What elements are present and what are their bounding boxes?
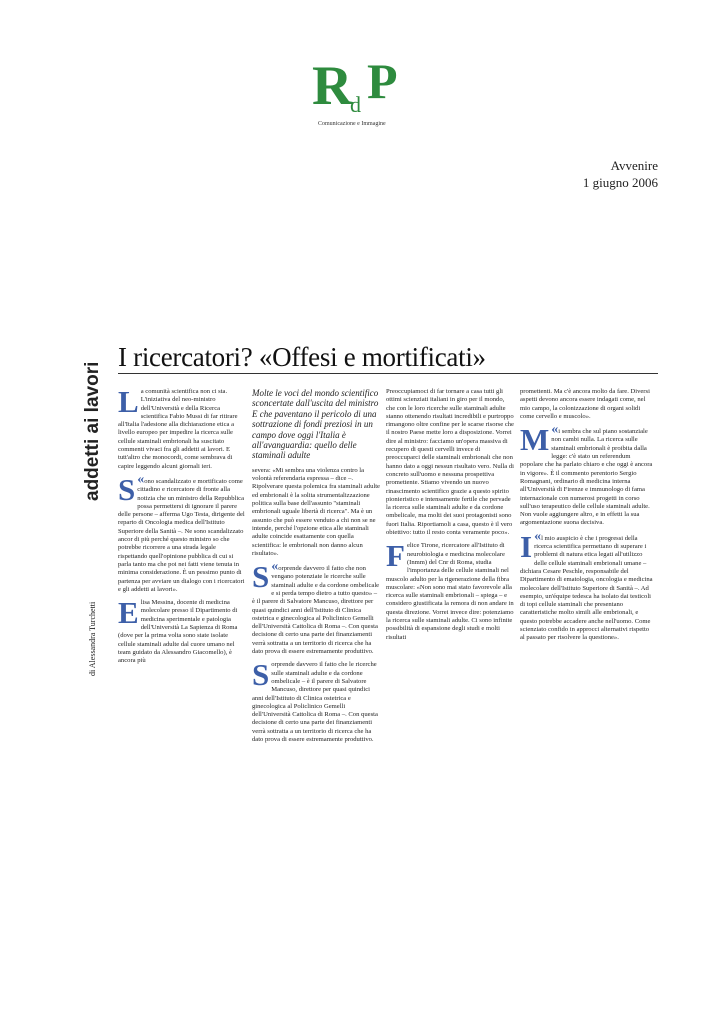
paragraph-text: promettenti. Ma c'è ancora molto da fare. Diversi aspetti devono ancora essere indagati come, nel mio campo, la colonizzazione di organi solidi come cervello e muscolo».	[520, 388, 650, 420]
byline	[84, 568, 100, 678]
paragraph	[252, 657, 380, 744]
drop-cap: F	[386, 538, 405, 574]
paragraph	[118, 471, 246, 594]
drop-cap: S	[252, 657, 270, 693]
paragraph	[252, 467, 380, 558]
quote-mark: «	[534, 528, 542, 544]
quote-mark: «	[551, 422, 559, 438]
paragraph	[118, 384, 246, 471]
column-2	[252, 388, 380, 749]
paragraph-text: Preoccupiamoci di far tornare a casa tutti gli ottimi scienziati italiani in giro per il mondo, che con le loro ricerche sulle staminali adulte stanno ottenendo risultati incredibili e purtroppo rimangono oltre confine per le scarse risorse che il nostro Paese mette loro a disposizione. Vorrei dire al ministro: facciamo un'opera massiva di recupero di questi cervelli invece di preoccuparci delle staminali embrionali che non hanno dato a oggi nessun risultato vero. Nulla di concreto sull'uomo e nessuna prospettiva promettente. Stiamo vivendo un nuovo rinascimento scientifico grazie a questo spirito pionieristico e intensamente fertile che pervade la ricerca sulle staminali adulte e da cordone ombelicale, ma molti dei suoi protagonisti sono fuori Italia. Riportiamoli a casa, questo è il vero obiettivo: tutto il resto conta veramente poco».	[386, 388, 515, 537]
byline-text: di Alessandra Turchetti	[88, 601, 97, 676]
article-subhead: Molte le voci del mondo scientifico sconcertate dall'uscita del ministro E che paventano il pericolo di una sottrazione di fondi preziosi in un campo dove oggi l'Italia è all'avanguardia: quello delle staminali adulte	[252, 388, 379, 461]
paragraph	[520, 528, 654, 643]
paragraph	[386, 538, 514, 642]
rubric-text: addetti ai lavori	[82, 361, 103, 501]
paragraph-text: orprende davvero il fatto che le ricerche sulle staminali adulte e da cordone ombelicale – è il parere di Salvatore Mancuso, direttore per quasi quindici anni dell'Istituto di Clinica ostetrica e ginecologica al Policlinico Gemelli dell'Università Cattolica di Roma –. Con questa decisione di certo una parte dei finanziamenti verrà sottratta a un territorio di ricerca che ha dato prova di essere estremamente produttivo.	[252, 661, 378, 744]
paragraph	[118, 595, 246, 665]
article-headline: I ricercatori? «Offesi e mortificati»	[118, 342, 486, 372]
paragraph-text: elice Tirone, ricercatore all'Istituto di neurobiologia e medicina molecolare (Inmm) del Cnr di Roma, studia l'importanza delle cellule staminali nel muscolo adulto per la rigenerazione della fibra muscolare: «Non sono mai stato favorevole alla ricerca sulle staminali embrionali – spiega – e considero giustificata la remora di non andare in questa direzione. Vorrei invece dire: potenziamo la ricerca sulle staminali adulte. Ci sono infinite possibilità di espansione degli studi e molti risultati	[386, 542, 514, 641]
column-1	[118, 384, 246, 671]
paragraph-text: severa: «Mi sembra una violenza contro la volontà referendaria espressa – dice –. Ripolverare questa polemica fra staminali adulte ed embrionali è la solita strumentalizzazione politica sulla base dell'assunto "staminali embrionali uguale libertà di ricerca". Ma è un assunto che può essere venduto a chi non se ne intende, perché l'opzione etica alle staminali adulte coincide esattamente con quella scientifica: le embrionali non danno alcun risultato».	[252, 466, 380, 557]
paragraph-text: lisa Messina, docente di medicina molecolare presso il Dipartimento di medicina sperimentale e patologia dell'Università La Sapienza di Roma (dove per la prima volta sono state isolate cellule staminali adulte dal cuore umano nel team guidato da Alessandro Giacomello), è ancora più	[118, 599, 238, 665]
drop-cap: E	[118, 595, 139, 631]
column-4	[520, 388, 654, 648]
drop-cap: L	[118, 384, 139, 419]
drop-cap: M	[520, 422, 550, 458]
logo-letter-p: P	[367, 53, 398, 109]
rubric-label	[78, 345, 106, 503]
paragraph	[520, 388, 654, 421]
drop-cap: S	[252, 559, 270, 595]
paragraph	[520, 422, 654, 528]
drop-cap: S	[118, 471, 136, 507]
quote-mark: «	[271, 559, 279, 575]
newspaper-name: Avvenire	[610, 158, 658, 173]
column-3	[386, 388, 514, 647]
publication-date: 1 giugno 2006	[582, 175, 658, 190]
paragraph-text: a comunità scientifica non ci sta. L'iniziativa del neo-ministro dell'Università e della Ricerca scientifica Fabio Mussi di far ritirare all'Italia l'adesione alla dichiarazione etica a livello europeo per impedire la ricerca sulle cellule staminali embrionali ha suscitato commenti vivaci fra gli addetti ai lavori. E tutt'altro che monocordi, come sembrava di capire leggendo alcuni giornali ieri.	[118, 388, 238, 470]
paragraph	[386, 388, 514, 537]
paragraph-text: i sembra che sul piano sostanziale non cambi nulla. La ricerca sulle staminali embrionali è proibita dalla legge: c'è stato un referendum popolare che ha parlato chiaro e che oggi è ancora in vigore». È il commento perentorio Sergio Romagnani, ordinario di medicina interna all'Università di Firenze e immunologo di fama internazionale con numerosi progetti in corso sull'uso terapeutico delle cellule staminali adulte. Non vuole aggiungere altro, e in effetti la sua argomentazione suona decisiva.	[520, 428, 653, 527]
headline-block	[118, 342, 658, 376]
logo-letter-d: d	[350, 92, 361, 117]
rdp-logo	[312, 52, 412, 122]
quote-mark: «	[137, 471, 145, 487]
logo-tagline: Comunicazione e Immagine	[318, 121, 386, 127]
paragraph-text: l mio auspicio è che i progressi della ricerca scientifica permettano di superare i problemi di natura etica legati all'utilizzo delle cellule staminali embrionali umane – dichiara Cesare Peschle, responsabile del Dipartimento di ematologia, oncologia e medicina molecolare dell'Istituto Superiore di Sanità –. Ad esempio, un'équipe tedesca ha isolato dai testicoli di topi cellule staminali che presentano caratteristiche molto simili alle embrionali, e questo potrebbe accadere anche nell'uomo. Come scienziato confido in approcci alternativi rispetto al passato per risolvere la questione».	[520, 534, 653, 642]
headline-rule	[118, 373, 658, 374]
logo-letter-r: R	[312, 55, 353, 117]
paragraph-text: orprende davvero il fatto che non vengano potenziate le ricerche sulle staminali adulte e da cordone ombelicale e si perda tempo dietro a tutto questo» – è il parere di Salvatore Mancuso, direttore per quasi quindici anni dell'Istituto di Clinica ostetrica e ginecologica al Policlinico Gemelli dell'Università Cattolica di Roma –. Con questa decisione di certo una parte dei finanziamenti verrà sottratta a un territorio di ricerca che ha dato prova di essere estremamente produttivo.	[252, 565, 380, 656]
paragraph-text: ono scandalizzato e mortificato come cittadino e ricercatore di fronte alla notizia che un ministro della Repubblica possa permettersi di ignorare il parere delle persone – afferma Ugo Testa, dirigente del reparto di Oncologia medica dell'Istituto Superiore della Sanità –. Ne sono scandalizzato ancor di più perché questo ministro so che potrebbe ricorrere a una strada legale rispettando quell'opinione pubblica di cui si parla tanto ma che poi nei fatti viene tenuta in minima considerazione. È un pessimo punto di partenza per avviare un dialogo con i ricercatori e gli addetti ai lavori».	[118, 477, 245, 593]
source-block	[540, 157, 658, 191]
paragraph	[252, 559, 380, 656]
drop-cap: I	[520, 528, 533, 564]
